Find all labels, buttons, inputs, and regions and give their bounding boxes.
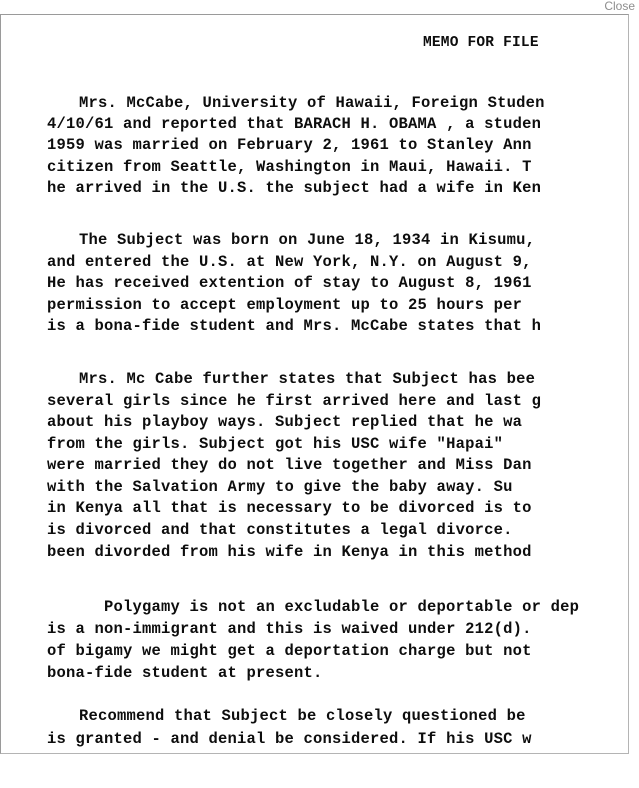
memo-line: with the Salvation Army to give the baby away. Su (47, 478, 513, 496)
memo-line: about his playboy ways. Subject replied that he wa (47, 413, 523, 431)
memo-line: Recommend that Subject be closely questioned be (79, 707, 526, 725)
memo-line: were married they do not live together and Miss Dan (47, 456, 532, 474)
memo-line: He has received extention of stay to August 8, 1961 (47, 274, 532, 292)
memo-line: several girls since he first arrived here and last g (47, 392, 542, 410)
memo-line: 4/10/61 and reported that BARACH H. OBAMA , a studen (47, 115, 542, 133)
memo-line: he arrived in the U.S. the subject had a wife in Ken (47, 179, 542, 197)
memo-line: citizen from Seattle, Washington in Maui, Hawaii. T (47, 158, 532, 176)
memo-line: The Subject was born on June 18, 1934 in Kisumu, (79, 231, 536, 249)
memo-line: been divorded from his wife in Kenya in this method (47, 543, 532, 561)
memo-heading: MEMO FOR FILE (423, 35, 539, 51)
memo-line: 1959 was married on February 2, 1961 to Stanley Ann (47, 136, 532, 154)
memo-line: is a non-immigrant and this is waived under 212(d). (47, 620, 532, 638)
memo-line: bona-fide student at present. (47, 664, 323, 682)
memo-page-image (1, 15, 628, 753)
memo-line: is granted - and denial be considered. If his USC w (47, 730, 532, 748)
memo-line: Mrs. McCabe, University of Hawaii, Foreign Studen (79, 94, 545, 112)
memo-line: Polygamy is not an excludable or deportable or dep (104, 598, 580, 616)
memo-line: is divorced and that constitutes a legal divorce. (47, 521, 513, 539)
memo-line: permission to accept employment up to 25 hours per (47, 296, 523, 314)
close-button[interactable]: Close (604, 0, 635, 13)
memo-line: in Kenya all that is necessary to be divorced is to (47, 499, 532, 517)
document-viewer (0, 14, 629, 754)
memo-line: Mrs. Mc Cabe further states that Subject has bee (79, 370, 536, 388)
memo-line: and entered the U.S. at New York, N.Y. on August 9, (47, 253, 532, 271)
memo-line: of bigamy we might get a deportation charge but not (47, 642, 532, 660)
memo-line: is a bona-fide student and Mrs. McCabe states that h (47, 317, 542, 335)
memo-line: from the girls. Subject got his USC wife "Hapai" (47, 435, 504, 453)
